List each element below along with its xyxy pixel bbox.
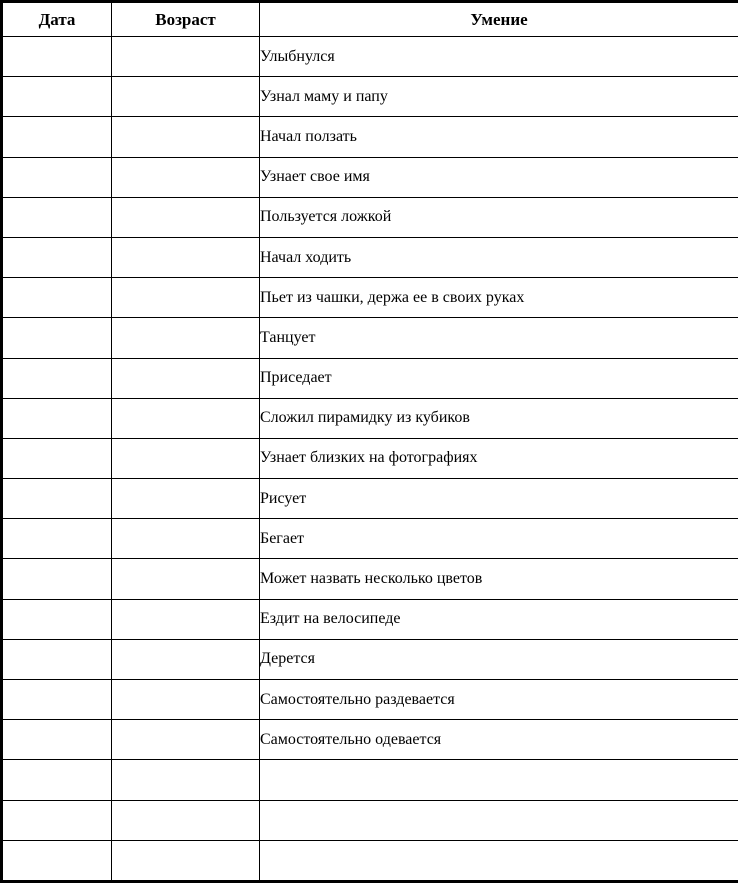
skill-cell: Рисует (260, 479, 738, 519)
table-row (2, 358, 738, 398)
table-row (2, 318, 738, 358)
date-cell (2, 639, 112, 679)
age-cell (112, 479, 260, 519)
table-row-empty (2, 800, 738, 840)
age-cell (112, 438, 260, 478)
skill-cell: Приседает (260, 358, 738, 398)
table-header-row (2, 2, 738, 37)
date-cell (2, 519, 112, 559)
skill-cell: Пользуется ложкой (260, 197, 738, 237)
skill-cell: Самостоятельно раздевается (260, 680, 738, 720)
date-cell (2, 680, 112, 720)
date-cell (2, 278, 112, 318)
age-cell (112, 237, 260, 277)
table-row-empty (2, 760, 738, 800)
header-date: Дата (2, 2, 112, 37)
table-row (2, 117, 738, 157)
skill-cell: Танцует (260, 318, 738, 358)
age-cell (112, 559, 260, 599)
skill-cell (260, 800, 738, 840)
table-row (2, 639, 738, 679)
date-cell (2, 117, 112, 157)
skill-cell: Узнает свое имя (260, 157, 738, 197)
skill-cell: Узнал маму и папу (260, 77, 738, 117)
date-cell (2, 237, 112, 277)
skill-cell: Улыбнулся (260, 37, 738, 77)
skill-cell (260, 840, 738, 881)
table-row (2, 157, 738, 197)
skill-cell: Дерется (260, 639, 738, 679)
age-cell (112, 760, 260, 800)
age-cell (112, 840, 260, 881)
table-row (2, 398, 738, 438)
date-cell (2, 800, 112, 840)
date-cell (2, 157, 112, 197)
table-row (2, 559, 738, 599)
table-row (2, 278, 738, 318)
date-cell (2, 37, 112, 77)
age-cell (112, 720, 260, 760)
date-cell (2, 479, 112, 519)
skill-cell: Пьет из чашки, держа ее в своих руках (260, 278, 738, 318)
table-row (2, 438, 738, 478)
table-row (2, 77, 738, 117)
age-cell (112, 318, 260, 358)
age-cell (112, 800, 260, 840)
skill-cell (260, 760, 738, 800)
age-cell (112, 278, 260, 318)
date-cell (2, 438, 112, 478)
age-cell (112, 398, 260, 438)
header-skill: Умение (260, 2, 738, 37)
age-cell (112, 117, 260, 157)
date-cell (2, 197, 112, 237)
table-row (2, 680, 738, 720)
date-cell (2, 358, 112, 398)
age-cell (112, 680, 260, 720)
age-cell (112, 358, 260, 398)
age-cell (112, 197, 260, 237)
age-cell (112, 77, 260, 117)
table-row (2, 519, 738, 559)
age-cell (112, 519, 260, 559)
table-row (2, 599, 738, 639)
age-cell (112, 599, 260, 639)
date-cell (2, 760, 112, 800)
table-row-empty (2, 840, 738, 881)
header-age: Возраст (112, 2, 260, 37)
table-row (2, 479, 738, 519)
age-cell (112, 639, 260, 679)
skill-cell: Сложил пирамидку из кубиков (260, 398, 738, 438)
date-cell (2, 398, 112, 438)
age-cell (112, 157, 260, 197)
date-cell (2, 559, 112, 599)
skill-cell: Бегает (260, 519, 738, 559)
skill-cell: Начал ходить (260, 237, 738, 277)
date-cell (2, 318, 112, 358)
table-row (2, 37, 738, 77)
table-body (2, 37, 738, 882)
table-row (2, 237, 738, 277)
date-cell (2, 77, 112, 117)
skill-cell: Узнает близких на фотографиях (260, 438, 738, 478)
date-cell (2, 840, 112, 881)
skill-cell: Ездит на велосипеде (260, 599, 738, 639)
date-cell (2, 720, 112, 760)
table-row (2, 197, 738, 237)
age-cell (112, 37, 260, 77)
skill-cell: Может назвать несколько цветов (260, 559, 738, 599)
date-cell (2, 599, 112, 639)
skill-cell: Самостоятельно одевается (260, 720, 738, 760)
skill-cell: Начал ползать (260, 117, 738, 157)
table-row (2, 720, 738, 760)
